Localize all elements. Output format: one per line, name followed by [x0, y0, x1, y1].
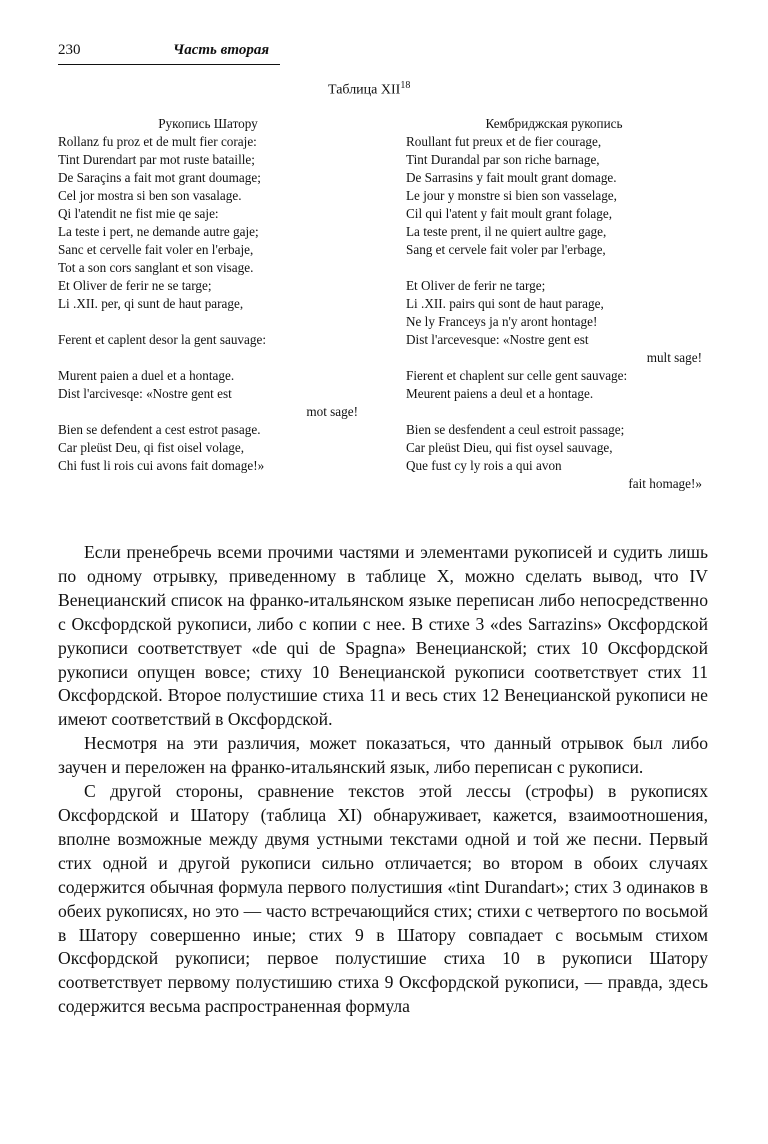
page-number: 230 — [58, 42, 81, 58]
paragraph: Если пренебречь всеми прочими частями и элементами рукописей и судить лишь по одному отрывку, приведенному в таблице X, можно сделать вывод, что IV Венецианский список на франко-итальянском языке переписан либо непосредственно с Оксфордской рукописи, либо с копии с нее. В стихе 3 «des Sarrazins» Оксфордской рукописи соответствует «de qui de Spagna» Венецианской; стих 10 Оксфордской рукописи опущен вовсе; стиху 10 Венецианской рукописи соответствует стих 11 Оксфордской. Второе полустишие стиха 11 и весь стих 12 Венецианской рукописи не имеют соответствий в Оксфордской. — [58, 542, 708, 730]
table-title-text: Таблица XII — [328, 82, 401, 98]
verse-line: Dist l'arcivesqe: «Nostre gent est — [58, 386, 232, 401]
verse-line: Fierent et chaplent sur celle gent sauvage: — [406, 368, 628, 383]
verse-line: Que fust cy ly rois a qui avon — [406, 458, 562, 473]
verse-gap — [406, 259, 702, 277]
verse-line: Et Oliver de ferir ne se targe; — [58, 278, 212, 293]
verse-gap — [406, 403, 702, 421]
verse-line: Ferent et caplent desor la gent sauvage: — [58, 332, 266, 347]
verse-line: Roullant fut preux et de fier courage, — [406, 134, 602, 149]
verse-line: Bien se defendent a cest estrot pasage. — [58, 422, 261, 437]
verse-line: Et Oliver de ferir ne targe; — [406, 278, 546, 293]
page-header — [58, 40, 708, 66]
verse-line: Meurent paiens a deul et a hontage. — [406, 386, 594, 401]
table-title — [328, 80, 410, 99]
verse-line: Murent paien a duel et a hontage. — [58, 368, 235, 383]
verse-line-continuation: mult sage! — [646, 350, 702, 365]
verse-line: Sang et cervele fait voler par l'erbage, — [406, 242, 606, 257]
left-column-heading: Рукопись Шатору — [158, 116, 258, 131]
verse-line-continuation: fait homage!» — [628, 476, 702, 491]
verse-gap — [58, 313, 358, 331]
header-rule — [58, 64, 280, 65]
verse-line: Cil qui l'atent y fait moult grant folage, — [406, 206, 613, 221]
verse-line: Rollanz fu proz et de mult fier coraje: — [58, 134, 257, 149]
verse-line: De Saraçins a fait mot grant doumage; — [58, 170, 261, 185]
left-column — [58, 115, 358, 475]
verse-line: Bien se desfendent a ceul estroit passage; — [406, 422, 625, 437]
verse-line: Li .XII. per, qi sunt de haut parage, — [58, 296, 244, 311]
verse-line: Tot a son cors sanglant et son visage. — [58, 260, 254, 275]
verse-line: Car pleüst Deu, qi fist oisel volage, — [58, 440, 245, 455]
verse-line: Qi l'atendit ne fist mie qe saje: — [58, 206, 219, 221]
paragraph: Несмотря на эти различия, может показаться, что данный отрывок был либо заучен и переложен на франко-итальянский язык, либо переписан с рукописи. — [58, 733, 708, 778]
body-text — [58, 541, 708, 1019]
verse-line: Car pleüst Dieu, qui fist oysel sauvage, — [406, 440, 613, 455]
verse-line-continuation: mot sage! — [306, 404, 358, 419]
verse-line: Tint Durandal par son riche barnage, — [406, 152, 600, 167]
verse-line: Sanc et cervelle fait voler en l'erbaje, — [58, 242, 254, 257]
verse-line: De Sarrasins y fait moult grant domage. — [406, 170, 617, 185]
footnote-ref: 18 — [400, 80, 411, 91]
verse-line: Tint Durendart par mot ruste bataille; — [58, 152, 255, 167]
verse-line: La teste i pert, ne demande autre gaje; — [58, 224, 259, 239]
verse-gap — [58, 349, 358, 367]
verse-line: Li .XII. pairs qui sont de haut parage, — [406, 296, 604, 311]
right-column-heading: Кембриджская рукопись — [485, 116, 623, 131]
running-title: Часть вторая — [173, 42, 270, 58]
verse-line: Le jour y monstre si bien son vasselage, — [406, 188, 617, 203]
right-column — [406, 115, 702, 493]
verse-line: Chi fust li rois cui avons fait domage!» — [58, 458, 265, 473]
verse-line: La teste prent, il ne quiert aultre gage, — [406, 224, 607, 239]
verse-line: Dist l'arcevesque: «Nostre gent est — [406, 332, 589, 347]
verse-line: Cel jor mostra si ben son vasalage. — [58, 188, 242, 203]
paragraph: С другой стороны, сравнение текстов этой лессы (строфы) в рукописях Оксфордской и Шатору (таблица XI) обнаруживает, кажется, взаимоотношения, вполне возможные между двумя устными текстами одной и той же песни. Первый стих одной и другой рукописи сильно отличается; во втором в обоих случаях содержится обычная формула первого полустишия «tint Durandart»; стих 3 одинаков в обеих рукописях, но это — часто встречающийся стих; стихи с четвертого по восьмой в Шатору совершенно иные; стих 9 в Шатору совпадает с восьмым стихом Оксфордской рукописи; первое полустишие стиха 10 в рукописи Шатору соответствует первому полустишию стиха 9 Оксфордской рукописи, — правда, здесь содержится весьма распространенная формула — [58, 781, 708, 1017]
book-page — [58, 40, 708, 1017]
verse-line: Ne ly Franceys ja n'y aront hontage! — [406, 314, 598, 329]
